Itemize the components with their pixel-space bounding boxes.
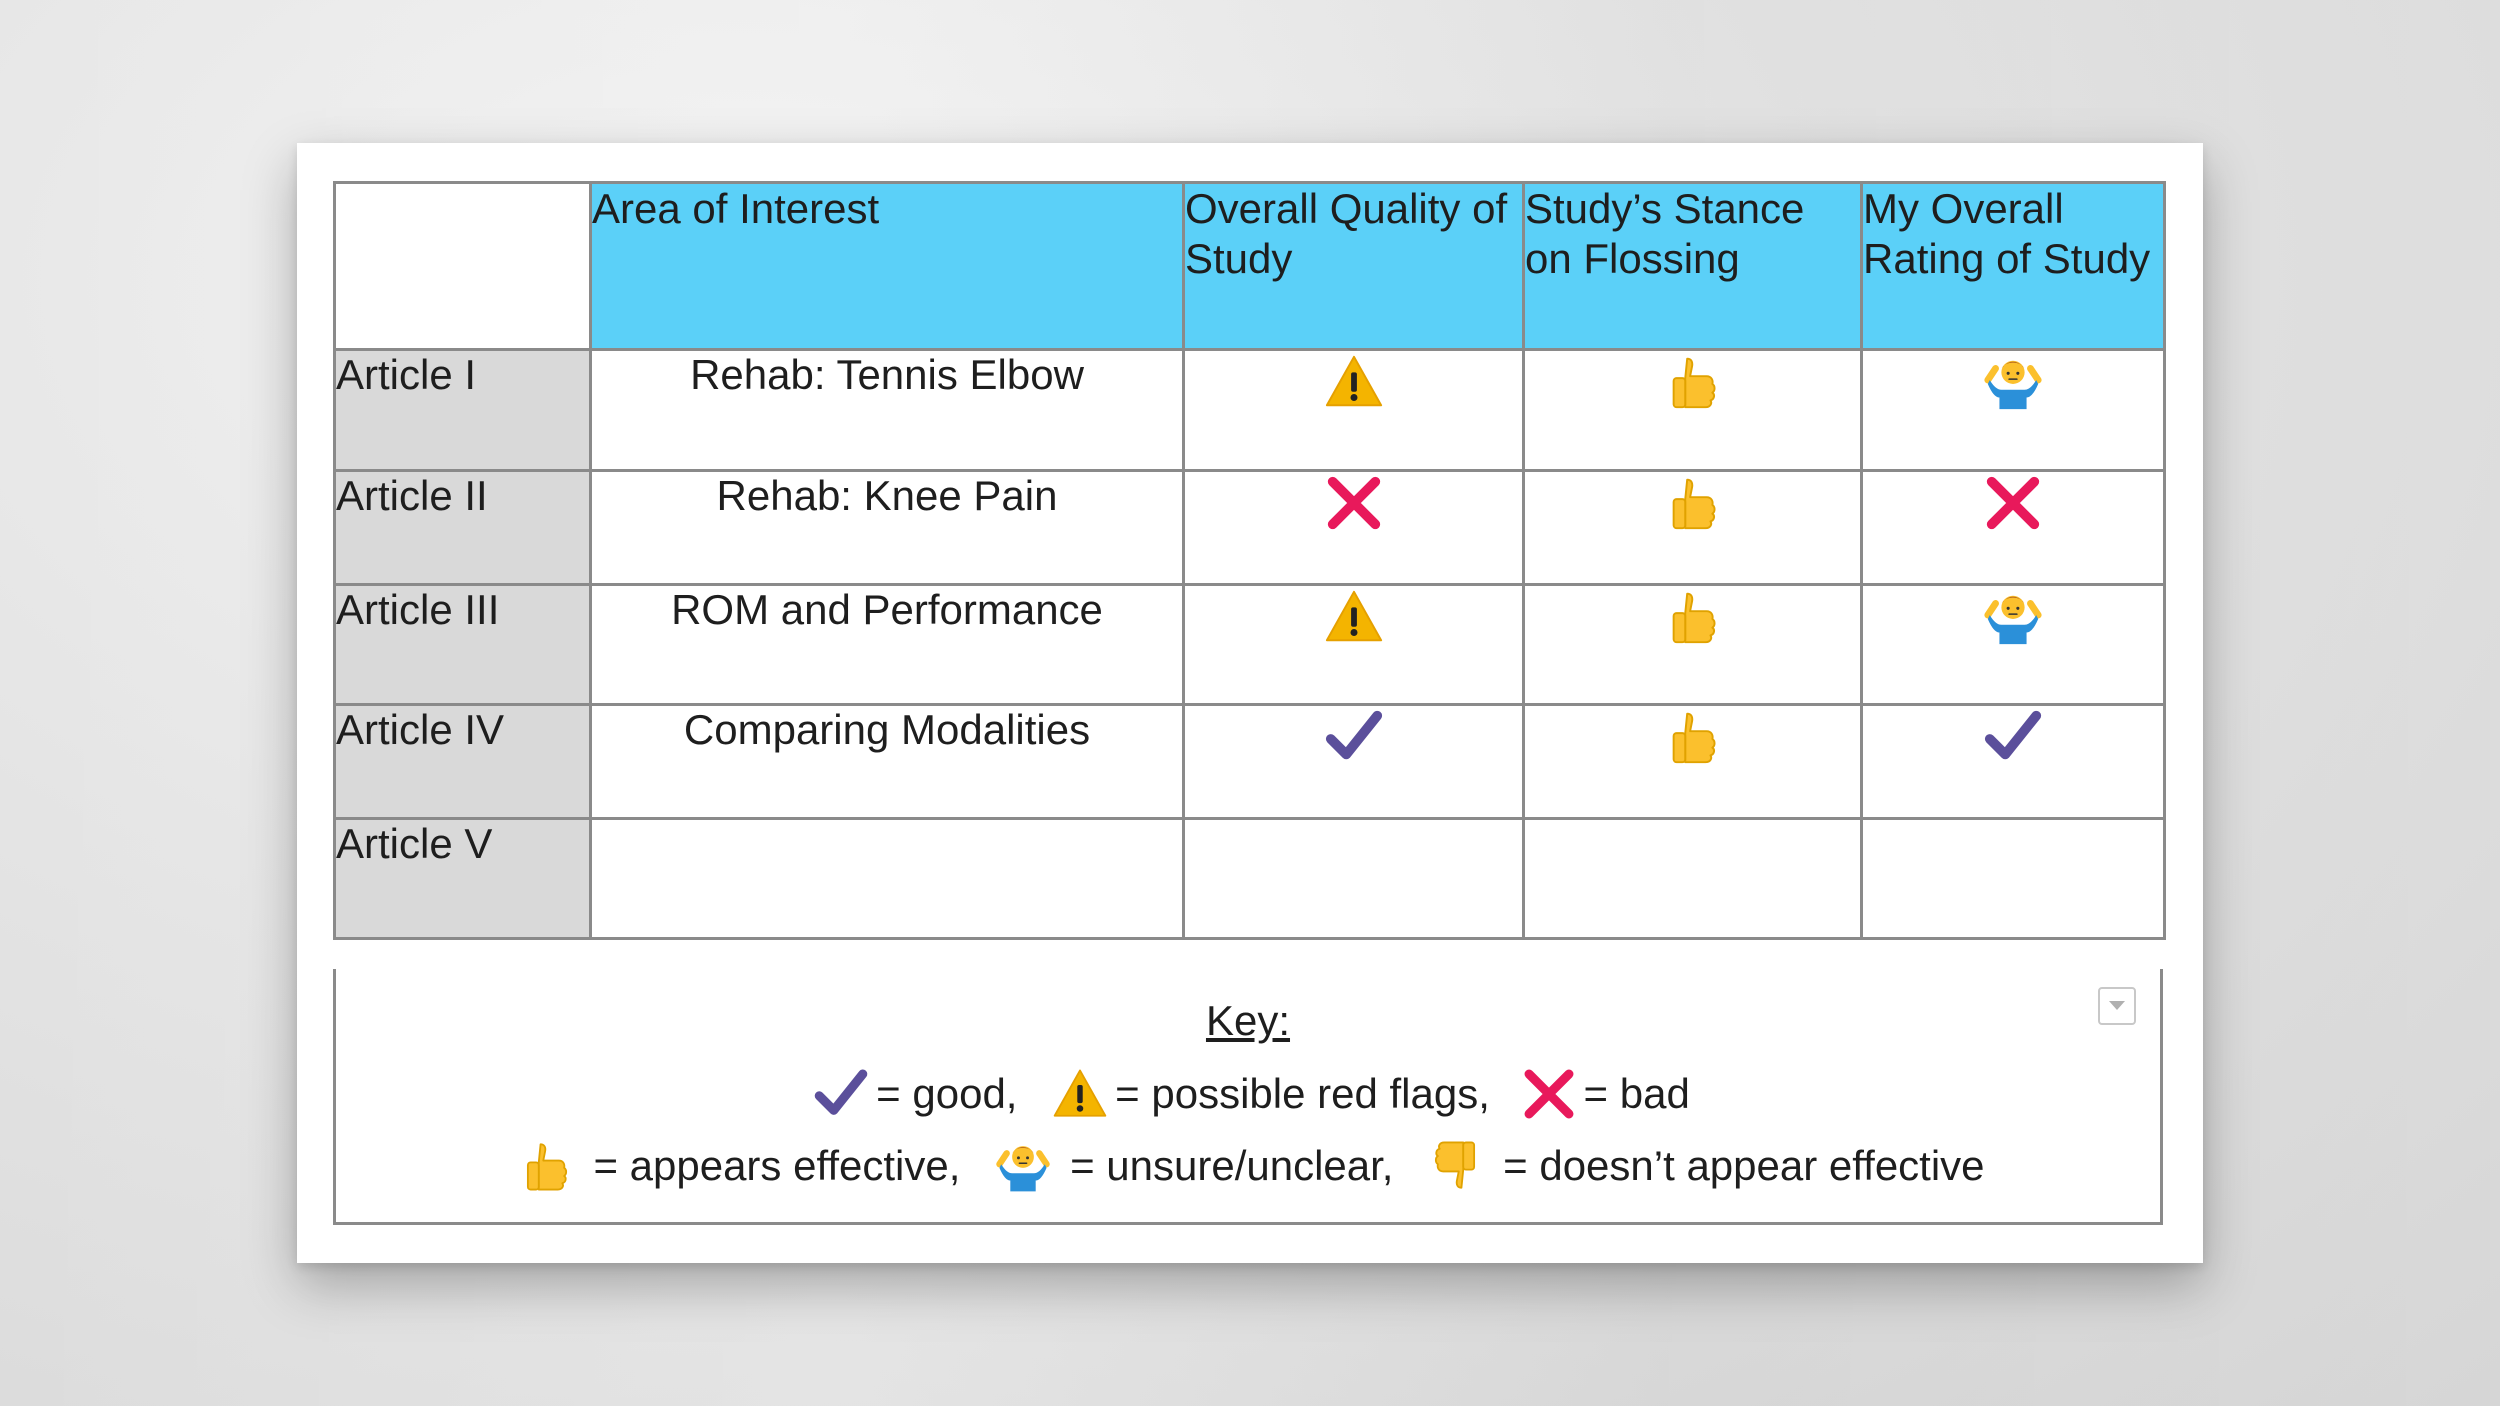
area-cell: ROM and Performance — [591, 585, 1184, 705]
header-overall-quality: Overall Quality of Study — [1184, 183, 1524, 350]
key-legend — [333, 969, 2163, 1225]
table-row — [335, 350, 2165, 471]
articles-table — [333, 181, 2166, 940]
quality-cell — [1184, 705, 1524, 819]
thumbs-up-icon — [1662, 351, 1724, 413]
table-row — [335, 585, 2165, 705]
rating-cell — [1862, 705, 2165, 819]
key-line-stance — [336, 1137, 2160, 1195]
key-appears-effective-label: = appears effective, — [593, 1142, 961, 1189]
quality-cell — [1184, 819, 1524, 939]
quality-cell — [1184, 585, 1524, 705]
header-stance-on-flossing: Study’s Stance on Flossing — [1524, 183, 1862, 350]
row-label: Article V — [335, 819, 591, 939]
cross-icon — [1520, 1065, 1578, 1123]
thumbs-up-icon — [1662, 586, 1724, 648]
warning-icon — [1323, 586, 1385, 648]
rating-cell — [1862, 350, 2165, 471]
area-cell: Rehab: Tennis Elbow — [591, 350, 1184, 471]
quality-cell — [1184, 471, 1524, 585]
warning-icon — [1051, 1065, 1109, 1123]
area-cell: Rehab: Knee Pain — [591, 471, 1184, 585]
cross-icon — [1982, 472, 2044, 534]
area-cell — [591, 819, 1184, 939]
table-row — [335, 471, 2165, 585]
header-area-of-interest: Area of Interest — [591, 183, 1184, 350]
stance-cell — [1524, 585, 1862, 705]
row-label: Article IV — [335, 705, 591, 819]
shrug-icon — [1982, 351, 2044, 413]
quality-cell — [1184, 350, 1524, 471]
stance-cell — [1524, 705, 1862, 819]
key-not-effective-label: = doesn’t appear effective — [1503, 1142, 1985, 1189]
checkmark-icon — [1323, 706, 1385, 768]
rating-cell — [1862, 585, 2165, 705]
thumbs-up-icon — [517, 1137, 575, 1195]
row-label: Article II — [335, 471, 591, 585]
key-red-flags-label: = possible red flags, — [1115, 1070, 1490, 1117]
checkmark-icon — [1982, 706, 2044, 768]
stance-cell — [1524, 471, 1862, 585]
key-title: Key: — [1205, 997, 1291, 1044]
header-my-overall-rating: My Overall Rating of Study — [1862, 183, 2165, 350]
stance-cell — [1524, 350, 1862, 471]
key-good-label: = good, — [876, 1070, 1018, 1117]
header-row — [335, 183, 2165, 350]
thumbs-up-icon — [1662, 472, 1724, 534]
header-corner-cell — [335, 183, 591, 350]
rating-cell — [1862, 471, 2165, 585]
table-row — [335, 819, 2165, 939]
checkmark-icon — [812, 1065, 870, 1123]
key-unsure-label: = unsure/unclear, — [1070, 1142, 1394, 1189]
warning-icon — [1323, 351, 1385, 413]
table-row — [335, 705, 2165, 819]
cross-icon — [1323, 472, 1385, 534]
area-cell: Comparing Modalities — [591, 705, 1184, 819]
stance-cell — [1524, 819, 1862, 939]
rating-cell — [1862, 819, 2165, 939]
row-label: Article III — [335, 585, 591, 705]
thumbs-down-icon — [1427, 1137, 1485, 1195]
shrug-icon — [1982, 586, 2044, 648]
key-line-ratings — [336, 1065, 2160, 1123]
shrug-icon — [994, 1137, 1052, 1195]
thumbs-up-icon — [1662, 706, 1724, 768]
row-label: Article I — [335, 350, 591, 471]
key-bad-label: = bad — [1583, 1070, 1690, 1117]
